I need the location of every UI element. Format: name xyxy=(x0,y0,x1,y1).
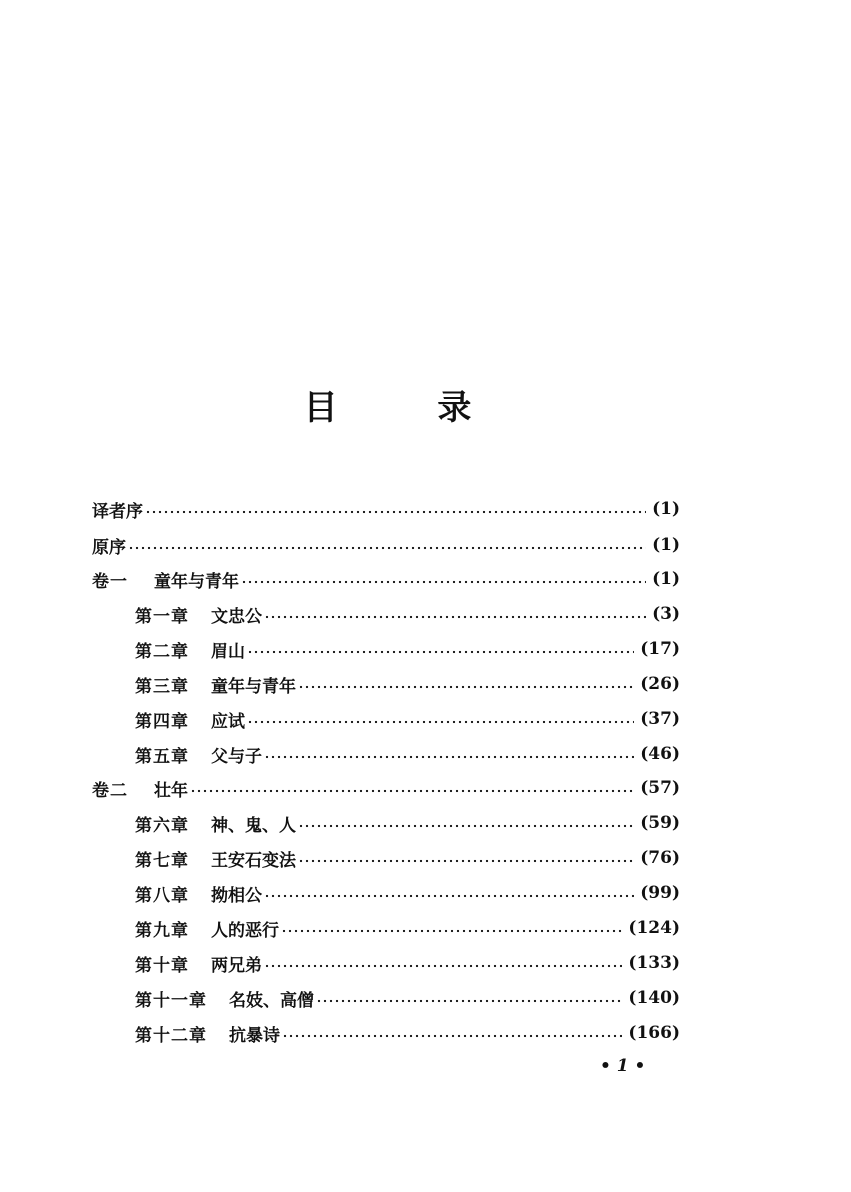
toc-entry-page: (124) xyxy=(628,918,680,938)
toc-entry-page: (26) xyxy=(640,674,680,694)
page-number: • 1 • xyxy=(600,1056,646,1076)
toc-entry-number: 第十二章 xyxy=(135,1025,207,1046)
toc-entry-chapter-3[interactable] xyxy=(135,667,680,701)
toc-entry-chapter-5[interactable] xyxy=(135,737,680,771)
toc-entry-translator-preface[interactable] xyxy=(92,492,680,526)
toc-entry-label: 童年与青年 xyxy=(154,571,239,592)
toc-entry-label: 神、鬼、人 xyxy=(211,815,296,836)
toc-entry-number: 第四章 xyxy=(135,711,189,732)
toc-entry-chapter-6[interactable] xyxy=(135,806,680,840)
dot-leader xyxy=(298,684,634,690)
toc-entry-chapter-11[interactable] xyxy=(135,981,680,1015)
dot-leader xyxy=(264,893,634,899)
dot-leader xyxy=(264,754,634,760)
toc-entry-page: (1) xyxy=(652,535,680,555)
toc-entry-label: 眉山 xyxy=(211,641,245,662)
toc-entry-chapter-9[interactable] xyxy=(135,911,680,945)
dot-leader xyxy=(298,823,634,829)
toc-entry-label: 名妓、高僧 xyxy=(229,990,314,1011)
toc-entry-page: (3) xyxy=(652,604,680,624)
toc-entry-chapter-7[interactable] xyxy=(135,841,680,875)
toc-entry-label: 两兄弟 xyxy=(211,955,262,976)
dot-leader xyxy=(190,788,634,794)
toc-entry-label: 壮年 xyxy=(154,780,188,801)
dot-leader xyxy=(128,545,646,551)
toc-entry-label: 王安石变法 xyxy=(211,850,296,871)
toc-entry-volume-1[interactable] xyxy=(92,562,680,596)
toc-entry-label: 应试 xyxy=(211,711,245,732)
toc-entry-page: (76) xyxy=(640,848,680,868)
toc-entry-label: 抗暴诗 xyxy=(229,1025,280,1046)
toc-entry-page: (59) xyxy=(640,813,680,833)
toc-entry-page: (37) xyxy=(640,709,680,729)
toc-entry-chapter-4[interactable] xyxy=(135,702,680,736)
toc-entry-number: 第八章 xyxy=(135,885,189,906)
toc-entry-label: 原序 xyxy=(92,537,126,558)
toc-entry-number: 第二章 xyxy=(135,641,189,662)
toc-entry-label: 父与子 xyxy=(211,746,262,767)
toc-entry-number: 第七章 xyxy=(135,850,189,871)
dot-leader xyxy=(241,579,646,585)
dot-leader xyxy=(281,928,622,934)
toc-entry-chapter-1[interactable] xyxy=(135,597,680,631)
dot-leader xyxy=(282,1033,622,1039)
toc-entry-volume-2[interactable] xyxy=(92,771,680,805)
toc-entry-number: 卷一 xyxy=(92,571,128,592)
toc-entry-label: 人的恶行 xyxy=(211,920,279,941)
dot-leader xyxy=(316,998,622,1004)
dot-leader xyxy=(298,858,634,864)
toc-entry-chapter-2[interactable] xyxy=(135,632,680,666)
toc-entry-chapter-10[interactable] xyxy=(135,946,680,980)
toc-entry-label: 文忠公 xyxy=(211,606,262,627)
dot-leader xyxy=(247,649,634,655)
toc-entry-number: 卷二 xyxy=(92,780,128,801)
toc-entry-page: (1) xyxy=(652,499,680,519)
toc-entry-page: (57) xyxy=(640,778,680,798)
toc-entry-number: 第五章 xyxy=(135,746,189,767)
dot-leader xyxy=(264,614,646,620)
toc-entry-page: (1) xyxy=(652,569,680,589)
toc-entry-page: (133) xyxy=(628,953,680,973)
dot-leader xyxy=(264,963,622,969)
toc-entry-original-preface[interactable] xyxy=(92,528,680,562)
toc-entry-page: (140) xyxy=(628,988,680,1008)
toc-entry-page: (99) xyxy=(640,883,680,903)
toc-entry-number: 第一章 xyxy=(135,606,189,627)
toc-entry-chapter-8[interactable] xyxy=(135,876,680,910)
toc-entry-label: 译者序 xyxy=(92,501,143,522)
toc-entry-page: (17) xyxy=(640,639,680,659)
toc-entry-page: (166) xyxy=(628,1023,680,1043)
toc-entry-number: 第六章 xyxy=(135,815,189,836)
toc-entry-number: 第三章 xyxy=(135,676,189,697)
page-title: 目 录 xyxy=(303,388,516,428)
toc-entry-number: 第九章 xyxy=(135,920,189,941)
toc-entry-label: 童年与青年 xyxy=(211,676,296,697)
dot-leader xyxy=(145,509,646,515)
toc-entry-label: 拗相公 xyxy=(211,885,262,906)
toc-entry-number: 第十一章 xyxy=(135,990,207,1011)
dot-leader xyxy=(247,719,634,725)
toc-entry-number: 第十章 xyxy=(135,955,189,976)
toc-entry-page: (46) xyxy=(640,744,680,764)
toc-entry-chapter-12[interactable] xyxy=(135,1016,680,1050)
